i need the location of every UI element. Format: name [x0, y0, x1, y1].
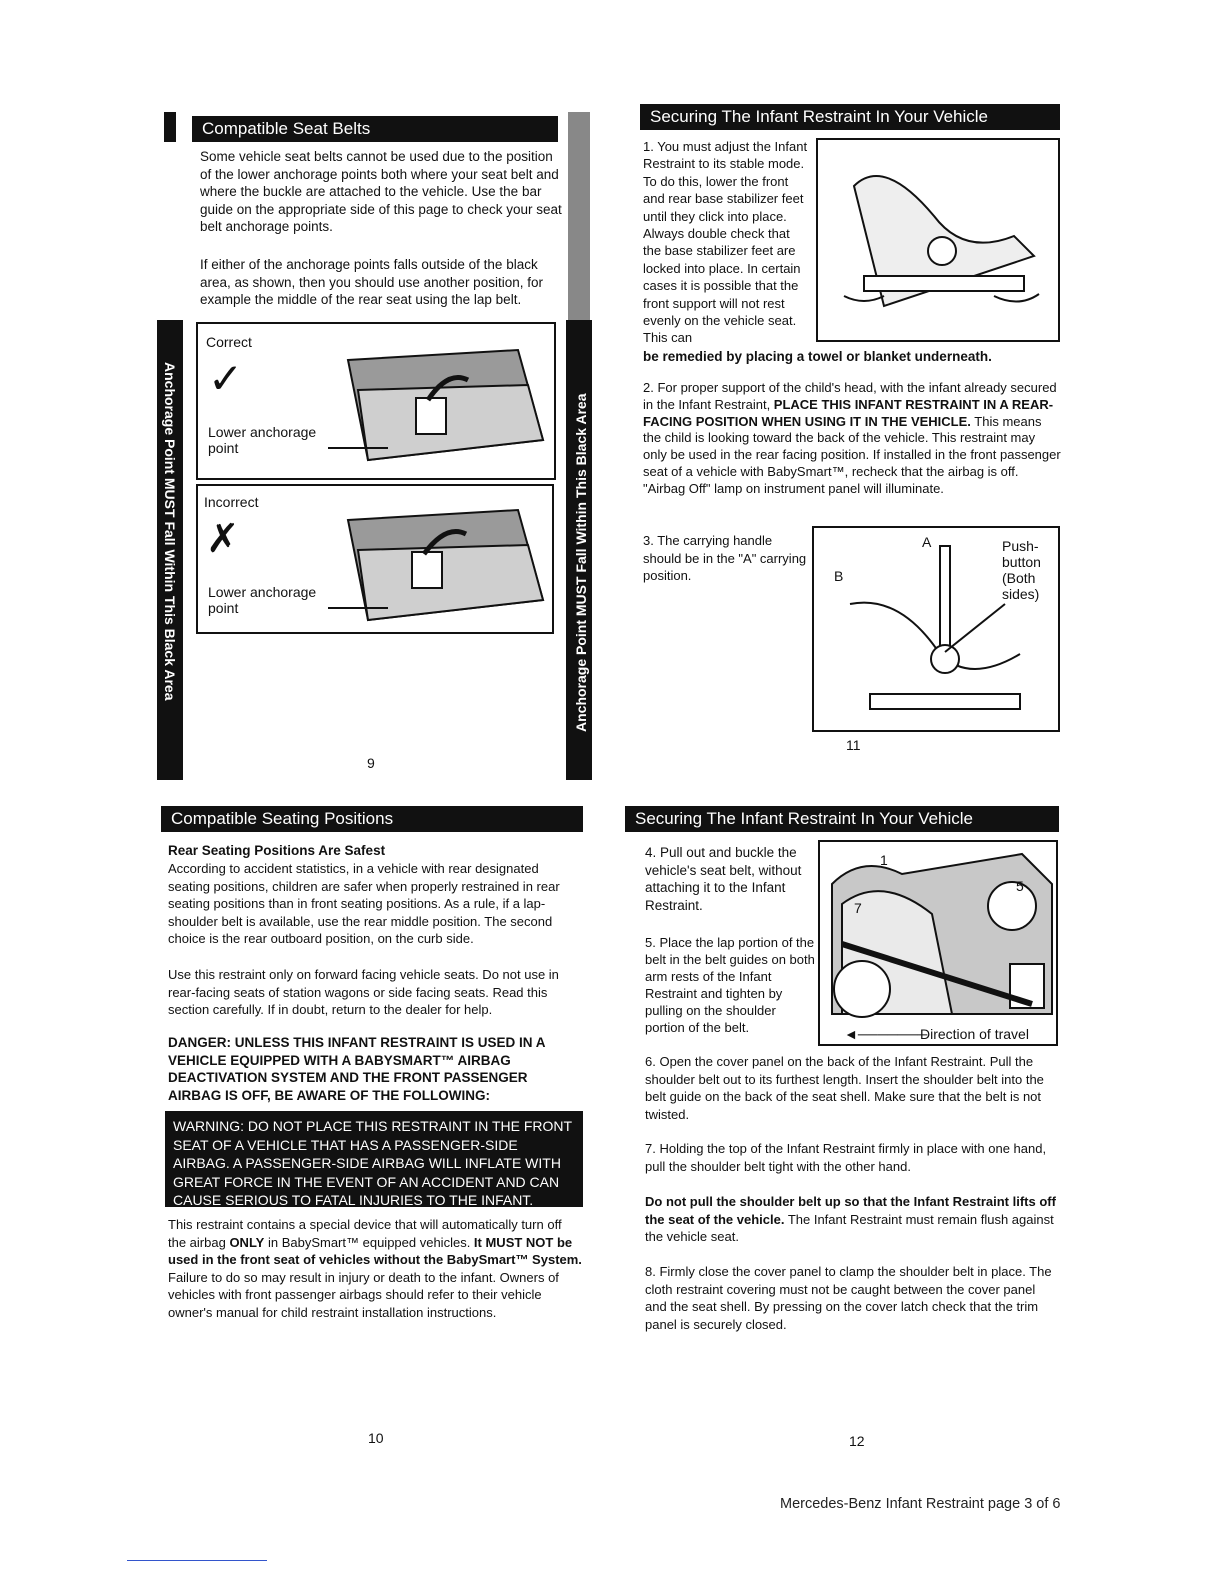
p11-banner: Securing The Infant Restraint In Your Vehicle [640, 104, 1060, 130]
p10-para3 [168, 1216, 582, 1321]
p10-para3-b: ONLY [229, 1234, 265, 1250]
p9-para2: If either of the anchorage points falls outside of the black area, as shown, then you should use another position, for example the middle of the rear seat using the lap belt. [200, 257, 543, 307]
direction-arrow-icon: ◄─────── [844, 1026, 928, 1042]
correct-seat-illustration [328, 330, 553, 476]
p11-step1: 1. You must adjust the Infant Restraint to its stable mode. To do this, lower the front and rear base stabilizer feet until they click into place. Always double check that the base stabilizer feet are locked into place. In certain cases it is possible that the front support will not rest evenly on the vehicle seat. This can [643, 139, 808, 346]
p10-para1: According to accident statistics, in a vehicle with rear designated seating positions, children are safer when properly restrained in rear seating positions than in front seating positions. As a rule, if a lap-shoulder belt is available, use the rear middle position. The second choice is the rear outboard position, on the curb side. [168, 861, 560, 946]
footer-rule [127, 1560, 267, 1561]
anchorage-bar-right-text: Anchorage Point MUST Fall Within This Black Area [573, 393, 589, 732]
p12-banner: Securing The Infant Restraint In Your Vehicle [625, 806, 1059, 832]
direction-of-travel-label: Direction of travel [920, 1026, 1029, 1042]
p10-banner: Compatible Seating Positions [161, 806, 583, 832]
p11-step2-a: 2. For proper support of the child's head, with the infant already secured in the Infant Restraint, [643, 380, 1057, 412]
incorrect-lower-anchor-label: Lower anchorage point [208, 584, 317, 616]
infant-seat-stable-illustration [824, 146, 1054, 336]
p12-step8: 8. Firmly close the cover panel to clamp the shoulder belt in place. The cloth restraint covering must not be caught between the cover panel and the seat shell. By pressing on the cover latch check that the trim panel is securely closed. [645, 1264, 1052, 1332]
p11-step3: 3. The carrying handle should be in the "A" carrying position. [643, 533, 807, 583]
anchorage-bar-left-text: Anchorage Point MUST Fall Within This Black Area [162, 362, 178, 701]
belt-guide-illustration [822, 844, 1056, 1026]
correct-label: Correct [206, 334, 252, 350]
p10-para3-d: It MUST NOT be used in the front seat of vehicles without the BabySmart™ System. [168, 1234, 582, 1267]
belt-guide-figure [818, 840, 1058, 1046]
correct-figure [196, 322, 556, 480]
p12-step5: 5. Place the lap portion of the belt in the belt guides on both arm rests of the Infant Restraint and tighten by pulling on the shoulder portion of the belt. [645, 935, 815, 1035]
p12-caution-rest: The Infant Restraint must remain flush against the vehicle seat. [645, 1211, 1054, 1244]
p11-page-number: 11 [846, 737, 861, 753]
label-b: B [834, 568, 844, 584]
p10-para3-a: This restraint contains a special device that will automatically turn off the airbag [168, 1217, 562, 1250]
p10-subhead: Rear Seating Positions Are Safest [168, 843, 386, 858]
stable-mode-figure [816, 138, 1060, 342]
p10-danger: DANGER: UNLESS THIS INFANT RESTRAINT IS USED IN A VEHICLE EQUIPPED WITH A BABYSMART™ AIRBAG DEACTIVATION SYSTEM AND THE FRONT PASSENGER AIRBAG IS OFF, BE AWARE OF THE FOLLOWING: [168, 1035, 546, 1103]
carrying-handle-figure [812, 526, 1060, 732]
pushbutton-label: Push-button (Both sides) [1002, 538, 1041, 602]
p9-para1: Some vehicle seat belts cannot be used due to the position of the lower anchorage points both where your seat belt and where the buckle are attached to the vehicle. Use the bar guide on the appropriate side of this page to check your seat belt anchorage points. [200, 149, 562, 234]
correct-lower-anchor-label: Lower anchorage point [208, 424, 317, 456]
p12-step4: 4. Pull out and buckle the vehicle's seat belt, without attaching it to the Infant Restraint. [645, 845, 802, 913]
p11-step2-b: PLACE THIS INFANT RESTRAINT IN A REAR-FACING POSITION WHEN USING IT IN THE VEHICLE. [643, 396, 1054, 429]
p12-caution-bold: Do not pull the shoulder belt up so that the Infant Restraint lifts off the seat of the vehicle. [645, 1194, 1056, 1227]
incorrect-figure [196, 484, 554, 634]
incorrect-seat-illustration [328, 490, 552, 632]
incorrect-xmark: ✗ [206, 517, 240, 561]
fig-label-5: 5 [1016, 878, 1024, 894]
correct-checkmark: ✓ [208, 355, 244, 402]
left-edge-strip [164, 112, 176, 142]
fig-label-7: 7 [854, 900, 862, 916]
p9-page-number: 9 [367, 755, 375, 771]
p11-step1-tail: be remedied by placing a towel or blanket underneath. [643, 349, 992, 364]
p10-page-number: 10 [368, 1430, 384, 1446]
p10-para3-c: in BabySmart™ equipped vehicles. [264, 1234, 474, 1250]
p10-para3-e: Failure to do so may result in injury or death to the infant. Owners of vehicles with front passenger airbags should refer to their vehicle owner's manual for child restraint installation instructions. [168, 1269, 559, 1320]
incorrect-label: Incorrect [204, 494, 259, 510]
p10-para2: Use this restraint only on forward facing vehicle seats. Do not use in rear-facing seats of station wagons or side facing seats. Read this section carefully. If in doubt, return to the dealer for help. [168, 967, 559, 1017]
p12-page-number: 12 [849, 1433, 865, 1449]
p12-step6: 6. Open the cover panel on the back of the Infant Restraint. Pull the shoulder belt out to its furthest length. Insert the shoulder belt into the belt guide on the back of the seat shell. Make sure that the belt is not twisted. [645, 1054, 1044, 1122]
p12-caution [645, 1193, 1059, 1246]
p9-banner: Compatible Seat Belts [192, 116, 558, 142]
fig-label-1: 1 [880, 852, 888, 868]
p12-step7: 7. Holding the top of the Infant Restraint firmly in place with one hand, pull the shoulder belt tight with the other hand. [645, 1141, 1047, 1174]
right-edge-strip [568, 112, 590, 322]
label-a: A [922, 534, 932, 550]
p11-step2-c: This means the child is looking toward the back of the vehicle. This restraint may only be used in the rear facing position. If installed in the front passenger seat of a vehicle with BabySmart™, recheck that the airbag is off. "Airbag Off" lamp on instrument panel will illuminate. [643, 413, 1061, 496]
p10-warning-box: WARNING: DO NOT PLACE THIS RESTRAINT IN THE FRONT SEAT OF A VEHICLE THAT HAS A PASSENGER-SIDE AIRBAG. A PASSENGER-SIDE AIRBAG WILL INFLATE WITH GREAT FORCE IN THE EVENT OF AN ACCIDENT AND CAN CAUSE SERIOUS TO FATAL INJURIES TO THE INFANT. [165, 1111, 583, 1207]
p11-step2 [643, 380, 1061, 498]
document-footer: Mercedes-Benz Infant Restraint page 3 of 6 [780, 1496, 1061, 1512]
